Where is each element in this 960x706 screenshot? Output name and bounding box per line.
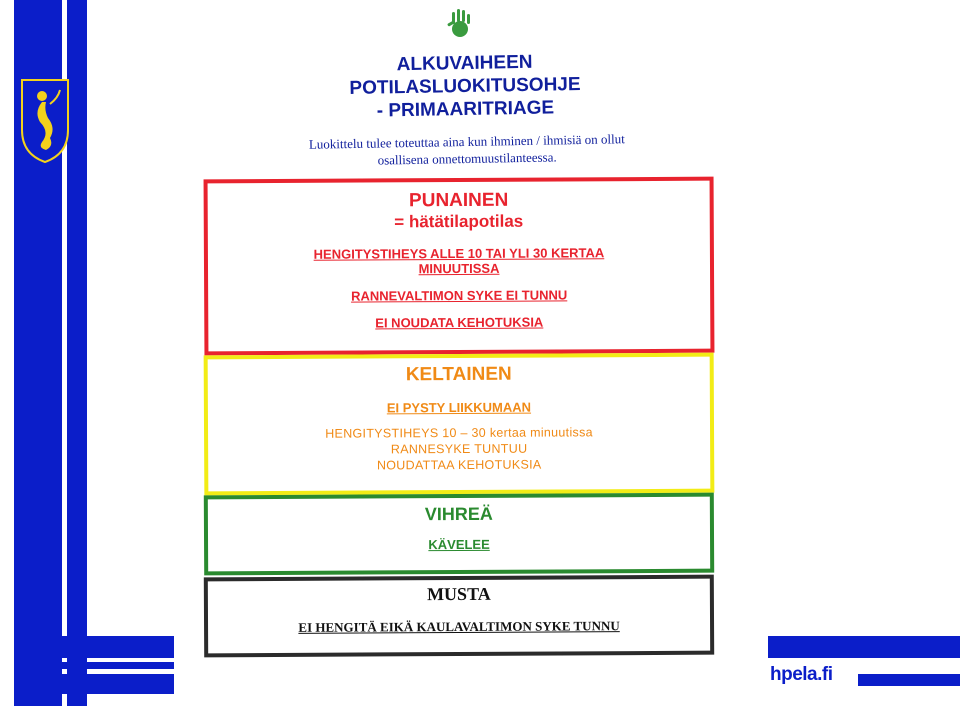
frame-bottom-bar-right [768,636,960,658]
frame-bottom-bar-left [14,636,174,658]
red-criterion-3: EI NOUDATA KEHOTUKSIA [375,314,544,331]
category-green-box [204,493,714,576]
frame-bottom-bar-left-3 [14,674,174,694]
frame-left-bar-inner [67,0,87,706]
red-criterion-2: RANNEVALTIMON SYKE EI TUNNU [351,287,568,304]
brand-logo-text: hpela.fi [770,664,833,685]
red-subtitle: = hätätilapotilas [394,211,524,232]
yellow-detail-2: RANNESYKE TUNTUU [390,441,528,457]
category-yellow-box [204,353,715,496]
red-criterion-1-cont: MINUUTISSA [418,260,500,277]
yellow-detail-1: HENGITYSTIHEYS 10 – 30 kertaa minuutissa [325,425,593,441]
green-criterion: KÄVELEE [428,536,490,553]
black-criterion: EI HENGITÄ EIKÄ KAULAVALTIMON SYKE TUNNU [298,618,620,635]
title-line-3: - PRIMAARITRIAGE [376,97,555,122]
title-line-1: ALKUVAIHEEN [396,51,533,76]
frame-bottom-bar-left-2 [14,662,174,669]
document-intro [232,129,703,171]
category-black-box [204,575,714,658]
document-title [269,49,660,125]
red-title: PUNAINEN [408,189,509,212]
red-criterion-1: HENGITYSTIHEYS ALLE 10 TAI YLI 30 KERTAA [313,245,605,262]
green-title: VIHREÄ [424,503,493,525]
category-red-box [204,177,715,356]
black-title: MUSTA [426,583,491,605]
mermaid-crest-icon [20,78,70,164]
green-hand-icon [445,8,475,40]
yellow-main-criterion: EI PYSTY LIIKKUMAAN [386,399,532,416]
title-line-2: POTILASLUOKITUSOHJE [349,73,581,100]
yellow-detail-3: NOUDATTAA KEHOTUKSIA [376,457,542,473]
intro-line-2: osallisena onnettomuustilanteessa. [377,149,557,168]
yellow-title: KELTAINEN [405,363,512,386]
frame-bottom-bar-right-2 [858,674,960,686]
intro-line-1: Luokittelu tulee toteuttaa aina kun ihminen / ihmisiä on ollut [308,131,625,152]
